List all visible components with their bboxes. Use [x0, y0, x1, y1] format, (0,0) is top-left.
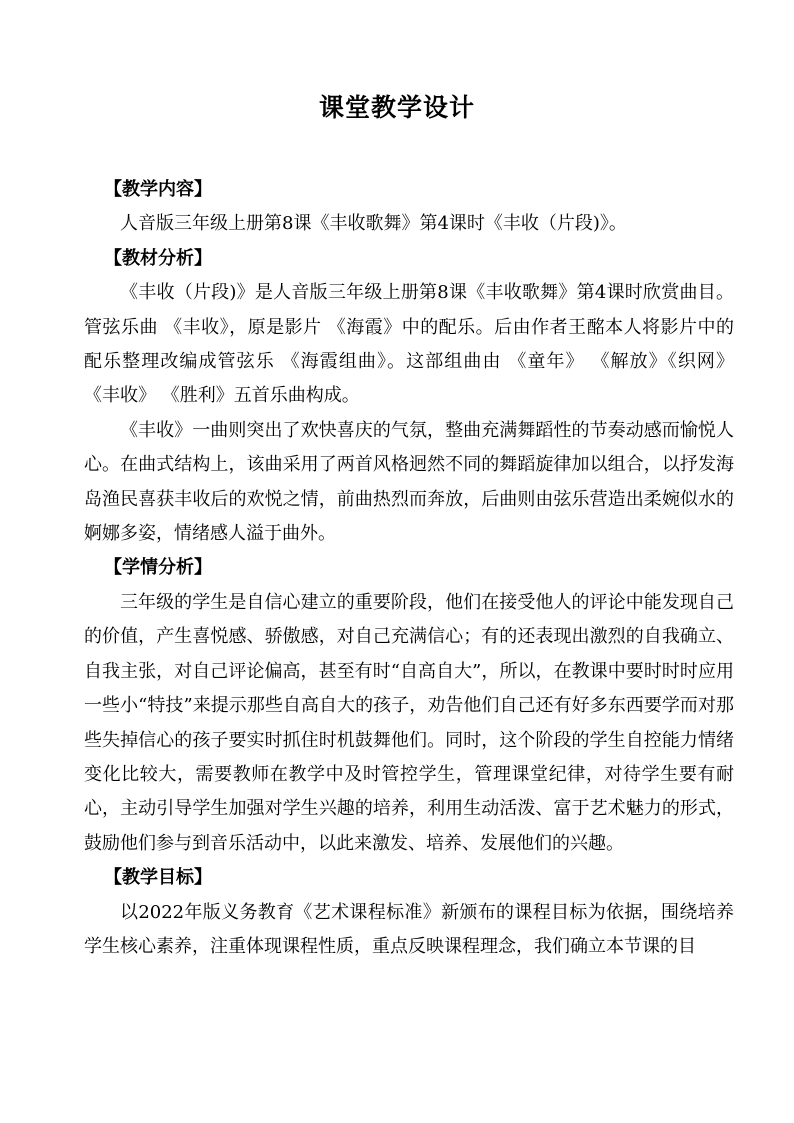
heading-teaching-content: 【教学内容】	[104, 179, 212, 200]
heading-material-analysis: 【教材分析】	[104, 247, 212, 269]
paragraph-teaching-content: 人音版三年级上册第8课《丰收歌舞》第4课时《丰收（片段)》。	[120, 213, 627, 235]
heading-teaching-goals: 【教学目标】	[104, 867, 212, 889]
paragraph-material-analysis-1: 《丰收（片段)》是人音版三年级上册第8课《丰收歌舞》第4课时欣赏曲目。管弦乐曲 《丰收》，原是影片 《海霞》中的配乐。后由作者王酩本人将影片中的配乐整理改编成管弦乐 《海霞组曲》。这部组曲由 《童年》 《解放》《织网》 《丰收》 《胜利》五首乐曲构成。	[84, 282, 734, 407]
paragraph-material-analysis-2: 《丰收》一曲则突出了欢快喜庆的气氛，整曲充满舞蹈性的节奏动感而愉悦人心。在曲式结构上，该曲采用了两首风格迥然不同的舞蹈旋律加以组合，以抒发海岛渔民喜获丰收后的欢悦之情，前曲热烈而奔放，后曲则由弦乐营造出柔婉似水的婀娜多姿，情绪感人溢于曲外。	[84, 419, 734, 545]
paragraph-teaching-goals: 以2022年版义务教育《艺术课程标准》新颁布的课程目标为依据，围绕培养学生核心素养，注重体现课程性质，重点反映课程理念，我们确立本节课的目	[84, 901, 734, 957]
document-body	[84, 173, 734, 964]
page-title: 课堂教学设计	[318, 93, 475, 122]
paragraph-student-analysis: 三年级的学生是自信心建立的重要阶段，他们在接受他人的评论中能发现自己的价值，产生喜悦感、骄傲感，对自己充满信心；有的还表现出激烈的自我确立、自我主张，对自己评论偏高，甚至有时“自高自大”，所以，在教课中要时时时应用一些小“特技”来提示那些自高自大的孩子，劝告他们自己还有好多东西要学而对那些失掉信心的孩子要实时抓住时机鼓舞他们。同时，这个阶段的学生自控能力情绪变化比较大，需要教师在教学中及时管控学生，管理课堂纪律，对待学生要有耐心，主动引导学生加强对学生兴趣的培养，利用生动活泼、富于艺术魅力的形式，鼓励他们参与到音乐活动中，以此来激发、培养、发展他们的兴趣。	[84, 591, 734, 854]
heading-student-analysis: 【学情分析】	[104, 557, 212, 579]
